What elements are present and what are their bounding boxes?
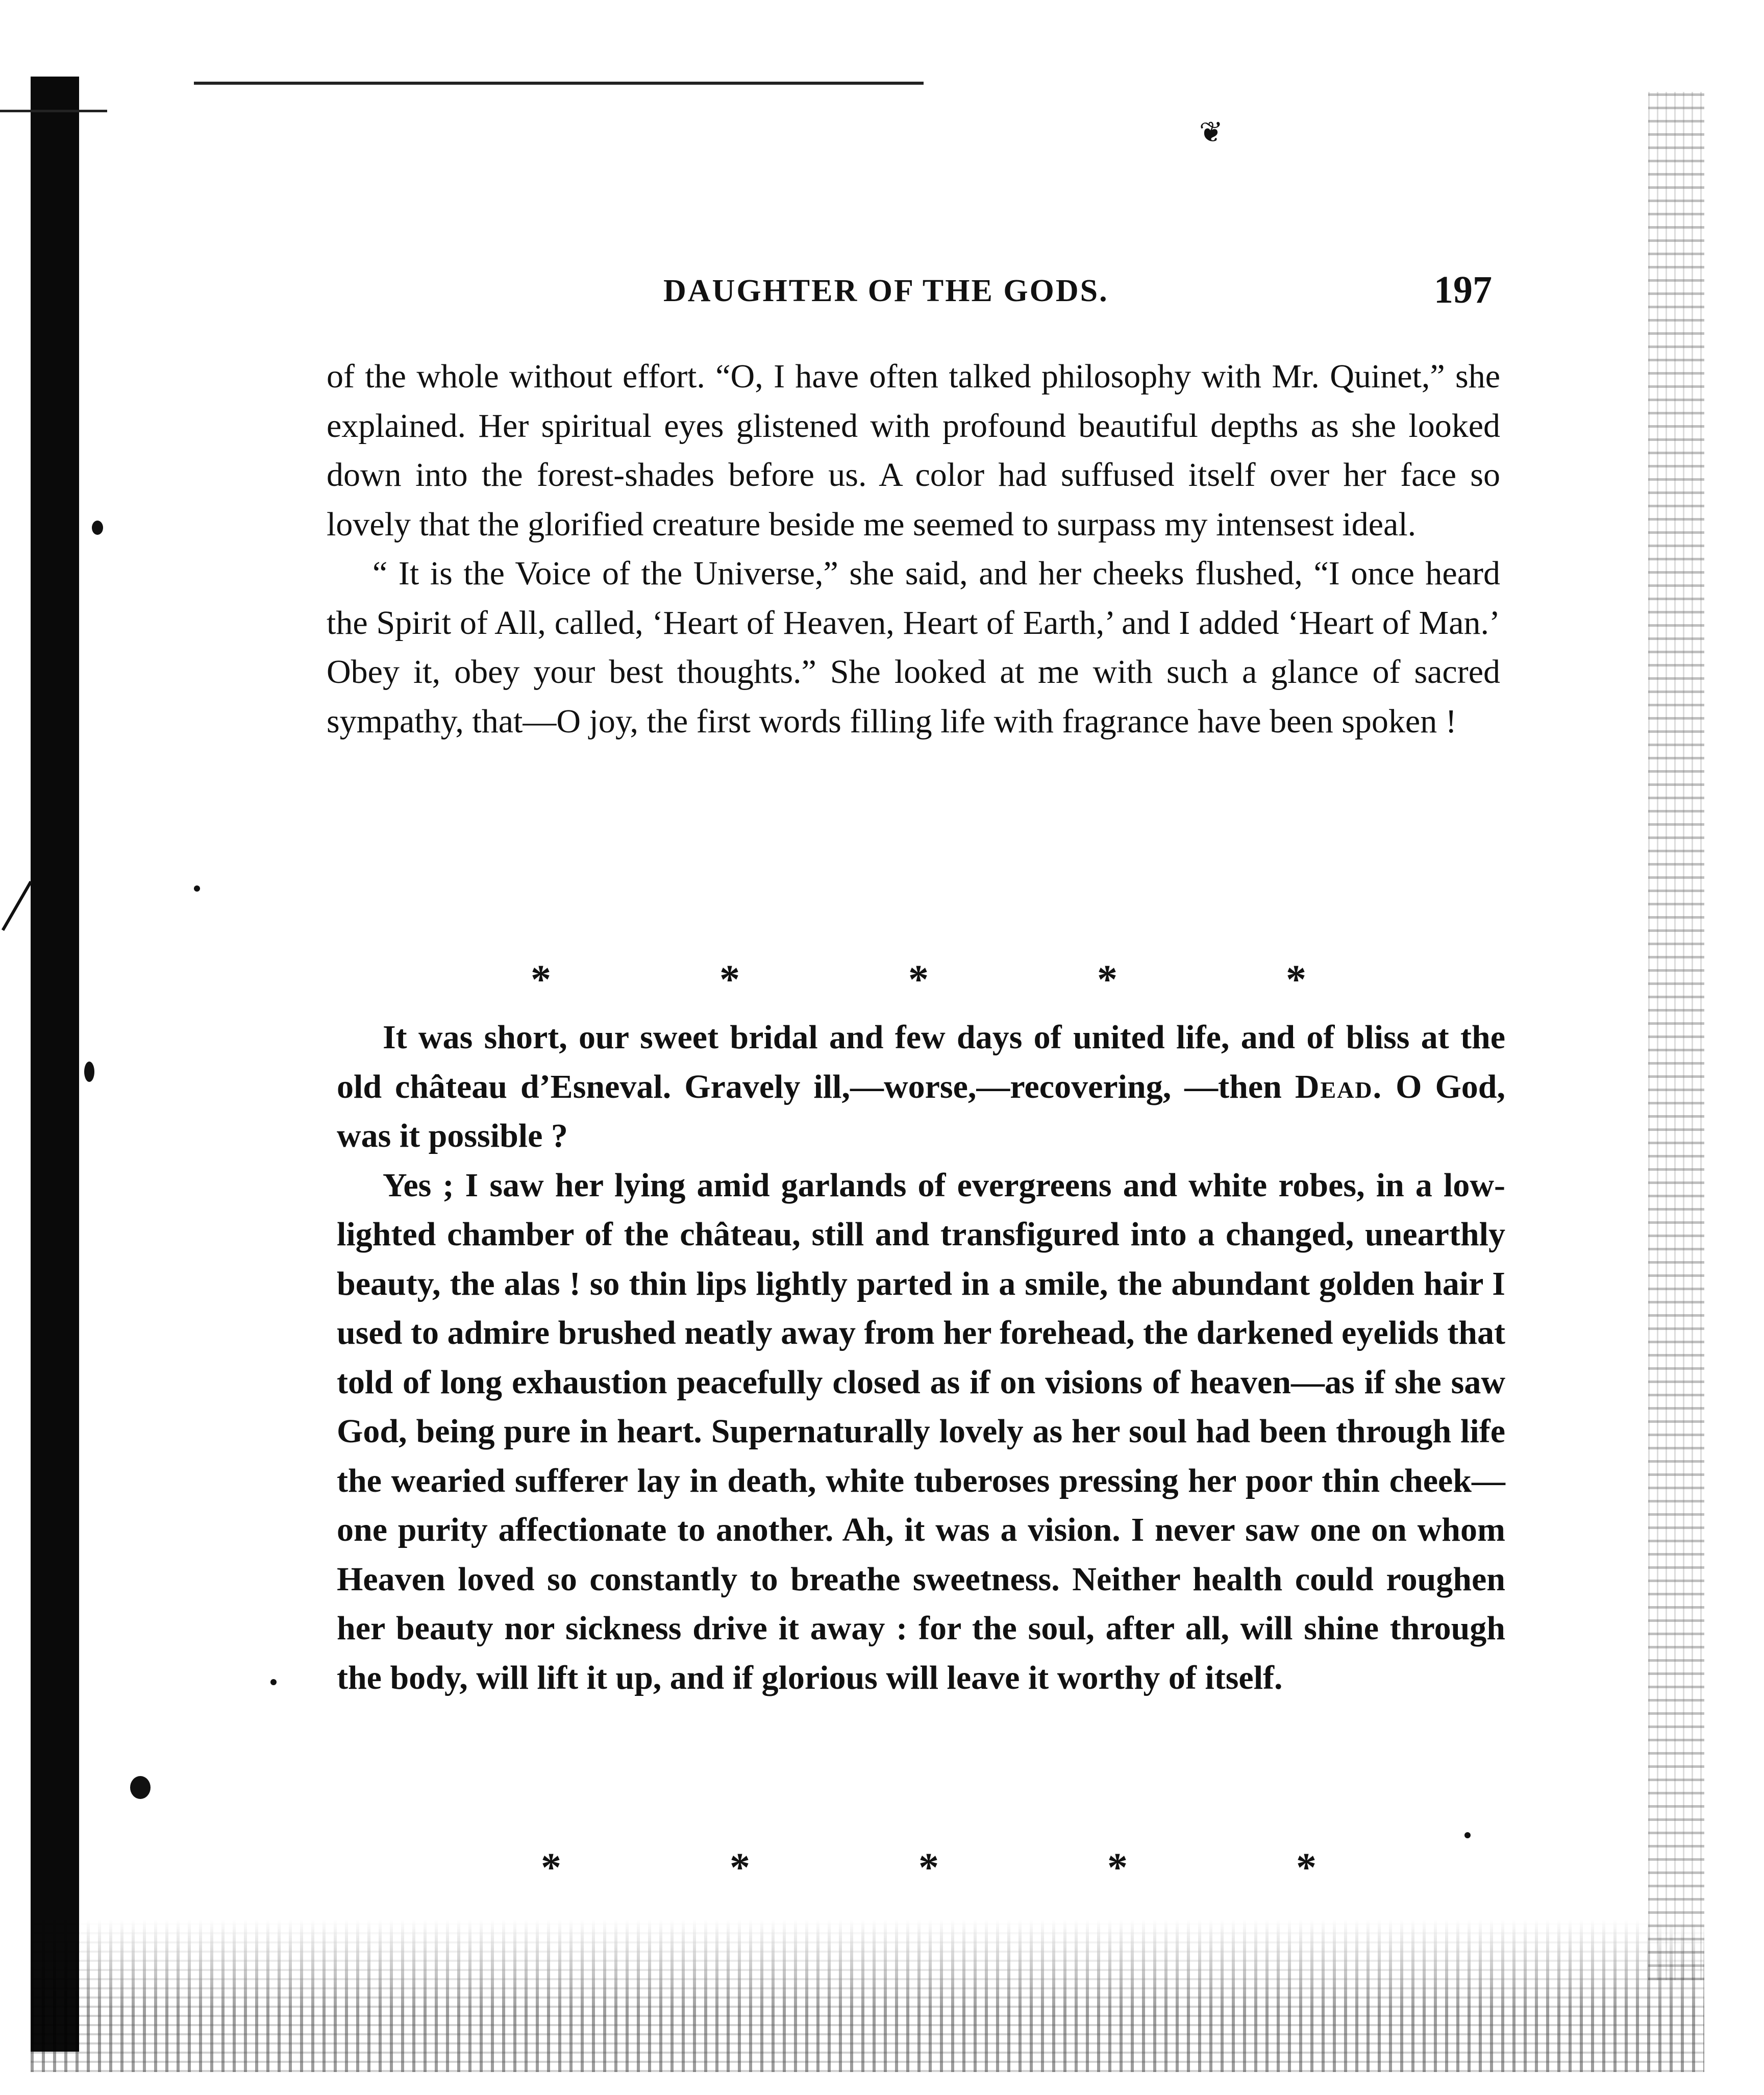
separator-star: * — [1107, 1845, 1128, 1890]
dead-word: Dead. — [1295, 1068, 1383, 1105]
speck — [92, 521, 103, 535]
paragraph-text: It was short, our sweet bridal and few days of united life, and of bliss at the old château d’Esneval. Gravely ill,—worse,—recovering, —then — [337, 1019, 1505, 1105]
speck — [194, 885, 200, 892]
binding-shadow — [31, 77, 79, 2052]
speck — [1464, 1832, 1471, 1838]
separator-star: * — [918, 1845, 939, 1890]
separator-star: * — [719, 957, 740, 1002]
speck — [270, 1679, 277, 1685]
section-separator — [541, 1847, 1316, 1888]
separator-star: * — [541, 1845, 561, 1890]
separator-star: * — [531, 957, 551, 1002]
running-title: DAUGHTER OF THE GODS. — [663, 274, 1109, 308]
separator-star: * — [908, 957, 929, 1002]
text-section-2 — [337, 1013, 1505, 1703]
paragraph: “ It is the Voice of the Universe,” she said, and her cheeks flushed, “I once heard the Spirit of All, called, ‘Heart of Heaven, Heart of Earth,’ and I added ‘Heart of Man.’ Obey it, obey your best thoughts.” She looked at me with such a glance of sacred sympathy, that—O joy, the first words filling life with fragrance have been spoken ! — [327, 555, 1500, 740]
paragraph — [337, 1013, 1505, 1161]
speck — [84, 1062, 94, 1082]
page-number: 197 — [1434, 268, 1492, 311]
paragraph: of the whole without effort. “O, I have often talked philosophy with Mr. Quinet,” she explained. Her spiritual eyes glistened with profound beautiful depths as she looked down into the forest-shades before us. A color had suffused itself over her face so lovely that the glorified creature beside me seemed to surpass my intensest ideal. — [327, 358, 1500, 543]
section-separator — [531, 959, 1306, 1000]
margin-mark — [2, 881, 32, 931]
separator-star: * — [1097, 957, 1117, 1002]
separator-star: * — [1286, 957, 1306, 1002]
bottom-edge-noise — [31, 1919, 1704, 2072]
top-rule-left — [0, 110, 107, 112]
paragraph: Yes ; I saw her lying amid garlands of evergreens and white robes, in a low-lighted chamber of the château, still and transfigured into a changed, unearthly beauty, the alas ! so thin lips lightly parted in a smile, the abundant golden hair I used to admire brushed neatly away from her forehead, the darkened eyelids that told of long exhaustion peacefully closed as if on visions of heaven—as if she saw God, being pure in heart. Supernaturally lovely as her soul had been through life the wearied sufferer lay in death, white tuberoses pressing her poor thin cheek—one purity affectionate to another. Ah, it was a vision. I never saw one on whom Heaven loved so constantly to breathe sweetness. Neither health could roughen her beauty nor sickness drive it away : for the soul, after all, will shine through the body, will lift it up, and if glorious will leave it worthy of itself. — [337, 1166, 1505, 1696]
speck — [130, 1776, 151, 1799]
separator-star: * — [1296, 1845, 1316, 1890]
separator-star: * — [730, 1845, 750, 1890]
paragraph-text: O God, was it possible ? — [337, 1068, 1506, 1154]
text-section-1 — [327, 352, 1500, 746]
top-rule — [194, 82, 924, 85]
right-edge-noise — [1648, 92, 1704, 1980]
ornament-icon: ❦ — [1199, 117, 1223, 149]
